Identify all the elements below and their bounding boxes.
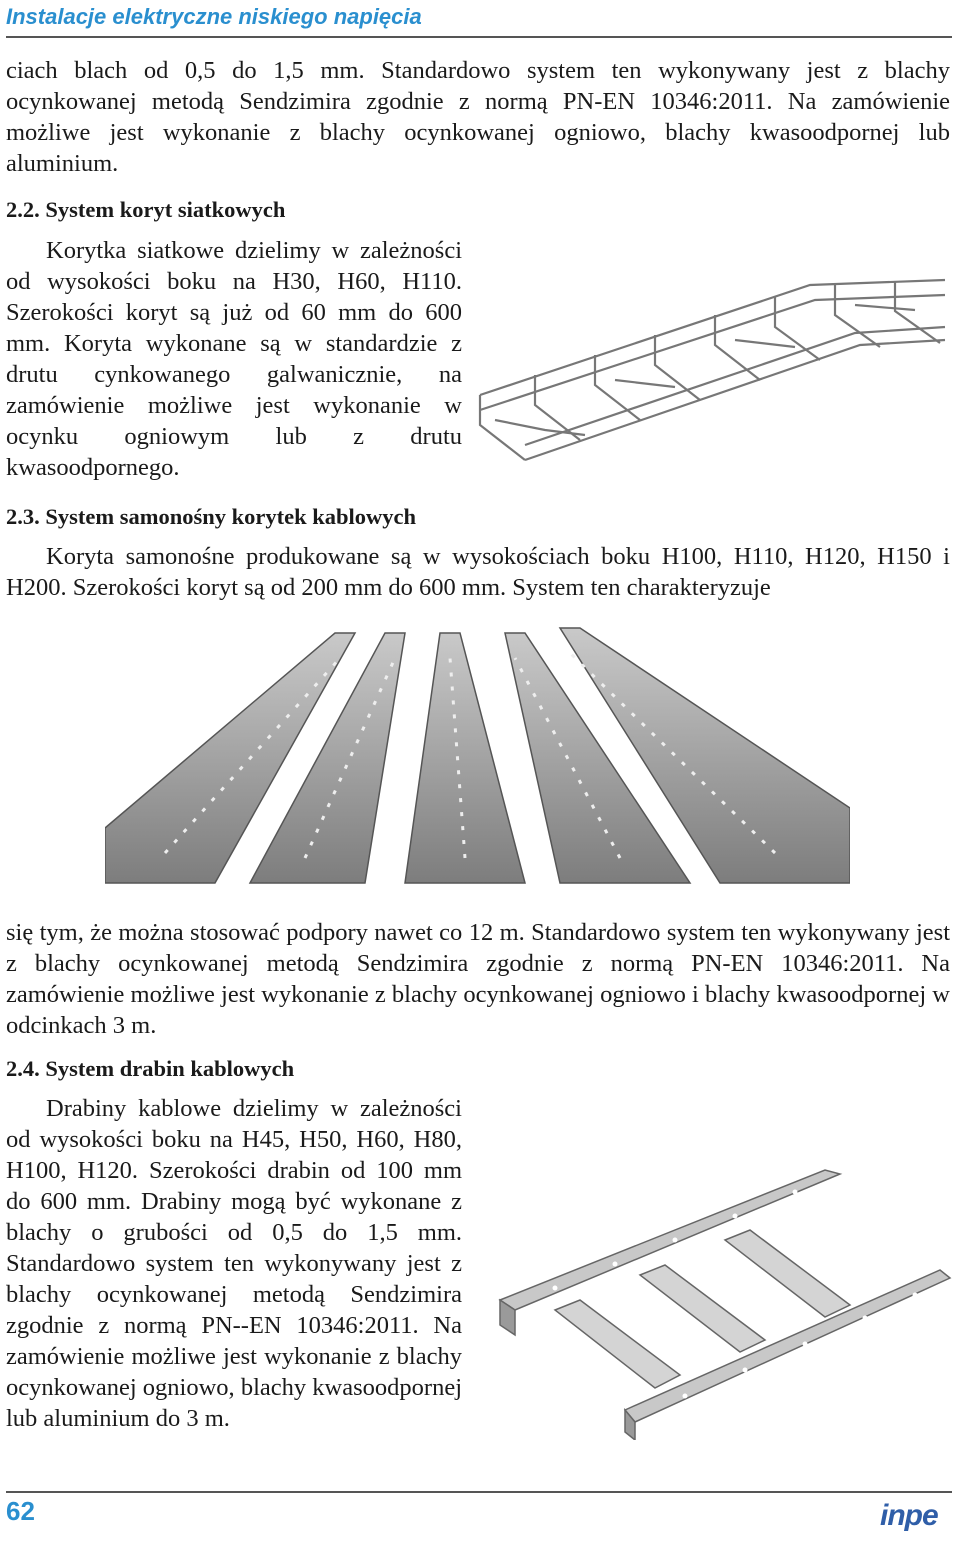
page-number: 62 xyxy=(6,1496,35,1526)
paragraph-intro: ciach blach od 0,5 do 1,5 mm. Standardowo system ten wykonywany jest z blachy ocynkowanej metodą Sendzimira zgodnie z normą PN-EN 10346:2011. Na zamówienie możliwe jest wykonanie z blachy ocynkowanej ogniowo, blachy kwasoodpornej lub aluminium. xyxy=(6,57,950,177)
footer-divider xyxy=(6,1491,952,1493)
cable-trays-image xyxy=(105,618,850,890)
paragraph-wire-trays: Korytka siatkowe dzielimy w zależności od wysokości boku na H30, H60, H110. Szerokości koryt są już od 60 mm do 600 mm. Koryta wykonane są w standardzie z drutu cynkowanego galwanicznie, na zamówienie możliwe jest wykonanie w ocynku ogniowym lub z drutu kwasoodpornego. xyxy=(6,237,462,481)
paragraph-self-supporting-part2: się tym, że można stosować podpory nawet co 12 m. Standardowo system ten wykonywany jest z blachy ocynkowanej metodą Sendzimira zgodnie z normą PN-EN 10346:2011. Na zamówienie możliwe jest wykonanie z blachy ocynkowanej ogniowo i blachy kwasoodpornej w odcinkach 3 m. xyxy=(6,919,950,1039)
cable-ladder-image xyxy=(495,1160,955,1440)
wire-tray-image xyxy=(475,255,955,470)
running-header: Instalacje elektryczne niskiego napięcia xyxy=(6,4,422,29)
paragraph-self-supporting-part1: Koryta samonośne produkowane są w wysokościach boku H100, H110, H120, H150 i H200. Szerokości koryt są od 200 mm do 600 mm. System ten charakteryzuje xyxy=(6,543,950,601)
brand-logo: inpe xyxy=(880,1499,938,1532)
heading-2-3: 2.3. System samonośny korytek kablowych xyxy=(6,504,417,529)
heading-2-2: 2.2. System koryt siatkowych xyxy=(6,197,286,222)
paragraph-ladders: Drabiny kablowe dzielimy w zależności od wysokości boku na H45, H50, H60, H80, H100, H120. Szerokości drabin od 100 mm do 600 mm. Drabiny mogą być wykonane z blachy o grubości od 0,5 do 1,5 mm. Standardowo system ten wykonywany jest z blachy ocynkowanej metodą Sendzimira zgodnie z normą PN--EN 10346:2011. Na zamówienie możliwe jest wykonanie z blachy ocynkowanej ogniowo, blachy kwasoodpornej lub aluminium do 3 m. xyxy=(6,1095,462,1432)
header-divider xyxy=(6,36,952,38)
heading-2-4: 2.4. System drabin kablowych xyxy=(6,1056,295,1081)
